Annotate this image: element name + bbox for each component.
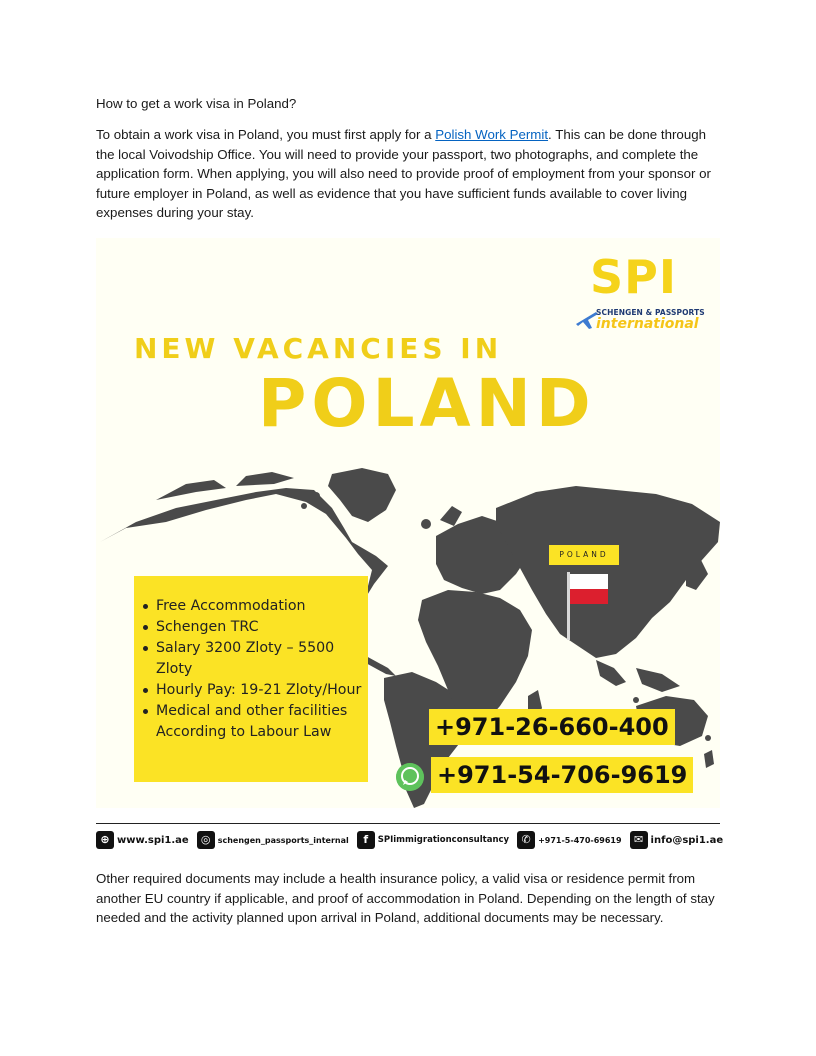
whatsapp-icon <box>396 763 424 791</box>
instagram-contact[interactable] <box>197 831 349 849</box>
intro-text-end: . This can be done through the local Voivodship Office. You will need to provide your passport, two photographs, and complete the application form. When applying, you will also need to provide proof of employment from your sponsor or future employer in Poland, as well as evidence that you have sufficient funds available to cover living expenses during your stay. <box>96 127 711 220</box>
phone-number-whatsapp[interactable]: +971-54-706-9619 <box>431 757 693 793</box>
footer-divider <box>96 823 720 824</box>
instagram-text: schengen_passports_internal <box>217 835 349 845</box>
website-contact[interactable] <box>96 831 189 849</box>
logo-tagline: SCHENGEN & PASSPORTS <box>596 308 705 317</box>
poland-location-tag: POLAND <box>549 545 619 565</box>
email-contact[interactable] <box>630 831 724 849</box>
headline-poland: POLAND <box>258 365 596 442</box>
benefit-item: Schengen TRC <box>156 617 368 638</box>
whatsapp-text: +971-5-470-69619 <box>538 835 622 845</box>
article-heading: How to get a work visa in Poland? <box>96 96 297 111</box>
intro-paragraph <box>96 125 720 223</box>
headline-new-vacancies: NEW VACANCIES IN <box>134 332 503 365</box>
website-text: www.spi1.ae <box>117 834 189 846</box>
intro-text-start: To obtain a work visa in Poland, you must first apply for a <box>96 127 436 142</box>
polish-work-permit-link[interactable]: Polish Work Permit <box>435 127 549 142</box>
benefit-item: Salary 3200 Zloty – 5500 Zloty <box>156 638 368 680</box>
whatsapp-contact[interactable] <box>517 831 621 849</box>
benefits-box <box>134 576 368 782</box>
phone-number-primary[interactable]: +971-26-660-400 <box>429 709 675 745</box>
vacancy-flyer <box>96 238 720 808</box>
contact-bar <box>96 829 724 851</box>
mail-icon: ✉ <box>630 831 648 849</box>
logo-international: international <box>596 316 699 332</box>
benefits-list <box>134 576 368 743</box>
instagram-icon: ◎ <box>197 831 215 849</box>
facebook-icon: f <box>357 831 375 849</box>
facebook-contact[interactable] <box>357 831 509 849</box>
spi-logo: SPI <box>590 250 677 304</box>
globe-icon: ⊕ <box>96 831 114 849</box>
poland-flag-icon <box>570 574 608 604</box>
benefit-item: Hourly Pay: 19-21 Zloty/Hour <box>156 680 368 701</box>
benefit-item: Medical and other facilities According to Labour Law <box>156 701 368 743</box>
email-text: info@spi1.ae <box>650 834 724 846</box>
outro-paragraph: Other required documents may include a health insurance policy, a valid visa or residence permit from another EU country if applicable, and proof of accommodation in Poland. Depending on the length of stay needed and the activity planned upon arrival in Poland, additional documents may be necessary. <box>96 871 715 925</box>
whatsapp-icon: ✆ <box>517 831 535 849</box>
benefit-item: Free Accommodation <box>156 596 368 617</box>
facebook-text: SPIimmigrationconsultancy <box>377 835 510 845</box>
